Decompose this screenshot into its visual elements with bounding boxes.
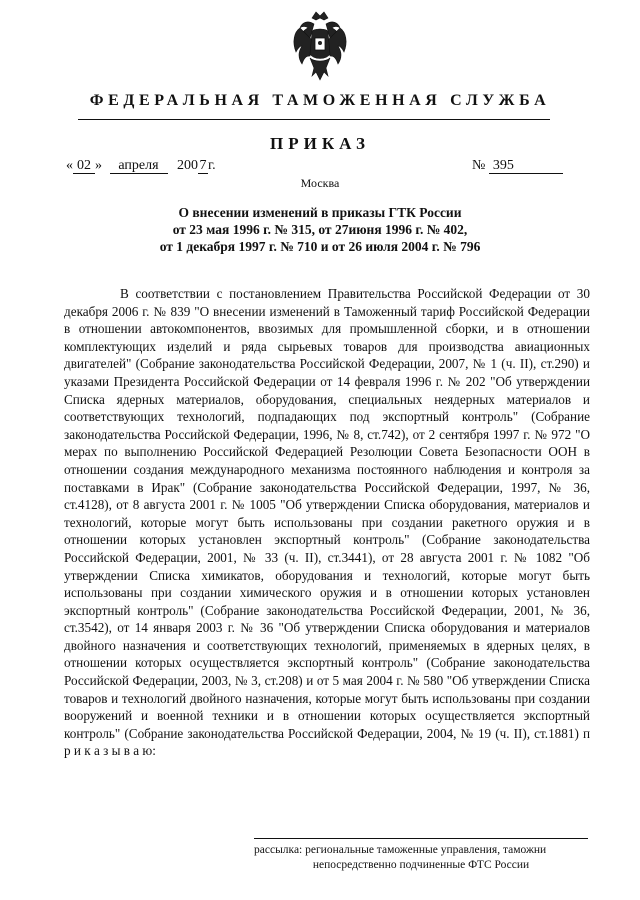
number-label: № bbox=[472, 158, 486, 173]
distribution-line-2: непосредственно подчиненные ФТС России bbox=[312, 859, 530, 871]
agency-name: ФЕДЕРАЛЬНАЯ ТАМОЖЕННАЯ СЛУЖБА bbox=[89, 92, 551, 109]
date-year-prefix: 200 bbox=[177, 158, 198, 173]
document-title: ПРИКАЗ bbox=[270, 134, 370, 153]
city: Москва bbox=[300, 176, 340, 190]
header-divider bbox=[78, 119, 550, 120]
preamble-text: В соответствии с постановлением Правительства Российской Федерации от 30 декабря 2006 г. № 839 "О внесении изменений в Таможенный тариф Российской Федерации в отношении автокомпонентов, ввозимых для промышленной сборки, и в отношении комплектующих изделий и ряда сырьевых товаров для производства авиационных двигателей" (Собрание законодательства Российской Федерации, 2007, № 1 (ч. II), ст.290) и указами Президента Российской Федерации от 14 февраля 1996 г. № 202 "Об утверждении Списка ядерных материалов, оборудования, специальных неядерных материалов и соответствующих технологий, подпадающих под экспортный контроль" (Собрание законодательства Российской Федерации, 1996, № 8, ст.742), от 2 сентября 1997 г. № 972 "О мерах по выполнению Российской Федерацией Резолюции Совета Безопасности ООН в отношении создания международного механизма постоянного наблюдения и контроля за поставками в Ирак" (Собрание законодательства Российской Федерации, 1997, № 36, ст.4128), от 8 августа 2001 г. № 1005 "Об утверждении Списка оборудования, материалов и технологий, которые могут быть использованы при создании ракетного оружия и в отношении которых установлен экспортный контроль" (Собрание законодательства Российской Федерации, 2001, № 33 (ч. II), ст.3441), от 28 августа 2001 г. № 1082 "Об утверждении Списка химикатов, оборудования и технологий, которые могут быть использованы при создании химического оружия и в отношении которых установлен экспортный контроль" (Собрание законодательства Российской Федерации, 2001, № 36, ст.3542), от 14 января 2003 г. № 36 "Об утверждении Списка оборудования и материалов двойного назначения и соответствующих технологий, применяемых в ядерных целях, в отношении которых осуществляется экспортный контроль" (Собрание законодательства Российской Федерации, 2003, № 3, ст.208) и от 5 мая 2004 г. № 580 "Об утверждении Списка товаров и технологий двойного назначения, которые могут быть использованы при создании вооружений и военной техники и в отношении которых осуществляется экспортный контроль" (Собрание законодательства Российской Федерации, 2004, № 19 (ч. II), ст.1881) bbox=[64, 286, 590, 741]
distribution-note bbox=[254, 843, 588, 873]
distribution-line-1: рассылка: региональные таможенные управления, таможни bbox=[254, 844, 547, 856]
subject-line-2: от 23 мая 1996 г. № 315, от 27июня 1996 г. № 402, bbox=[172, 222, 468, 237]
order-number bbox=[472, 158, 563, 174]
subject-line-1: О внесении изменений в приказы ГТК России bbox=[178, 205, 462, 220]
order-date bbox=[66, 158, 216, 174]
date-open-quote: « bbox=[66, 158, 73, 173]
double-headed-eagle-icon bbox=[290, 10, 350, 82]
date-year-suffix: 7 bbox=[199, 158, 207, 173]
preamble-paragraph bbox=[64, 285, 590, 760]
subject-line-3: от 1 декабря 1997 г. № 710 и от 26 июля 2004 г. № 796 bbox=[159, 239, 481, 254]
order-subject bbox=[100, 204, 540, 255]
date-day: 02 bbox=[73, 159, 95, 174]
number-value: 395 bbox=[489, 159, 563, 174]
distribution-divider bbox=[254, 838, 588, 839]
date-close-quote: » bbox=[95, 158, 102, 173]
date-year-unit: г. bbox=[208, 158, 216, 173]
order-closing: п р и к а з ы в а ю: bbox=[64, 725, 590, 759]
date-month: апреля bbox=[110, 159, 168, 174]
